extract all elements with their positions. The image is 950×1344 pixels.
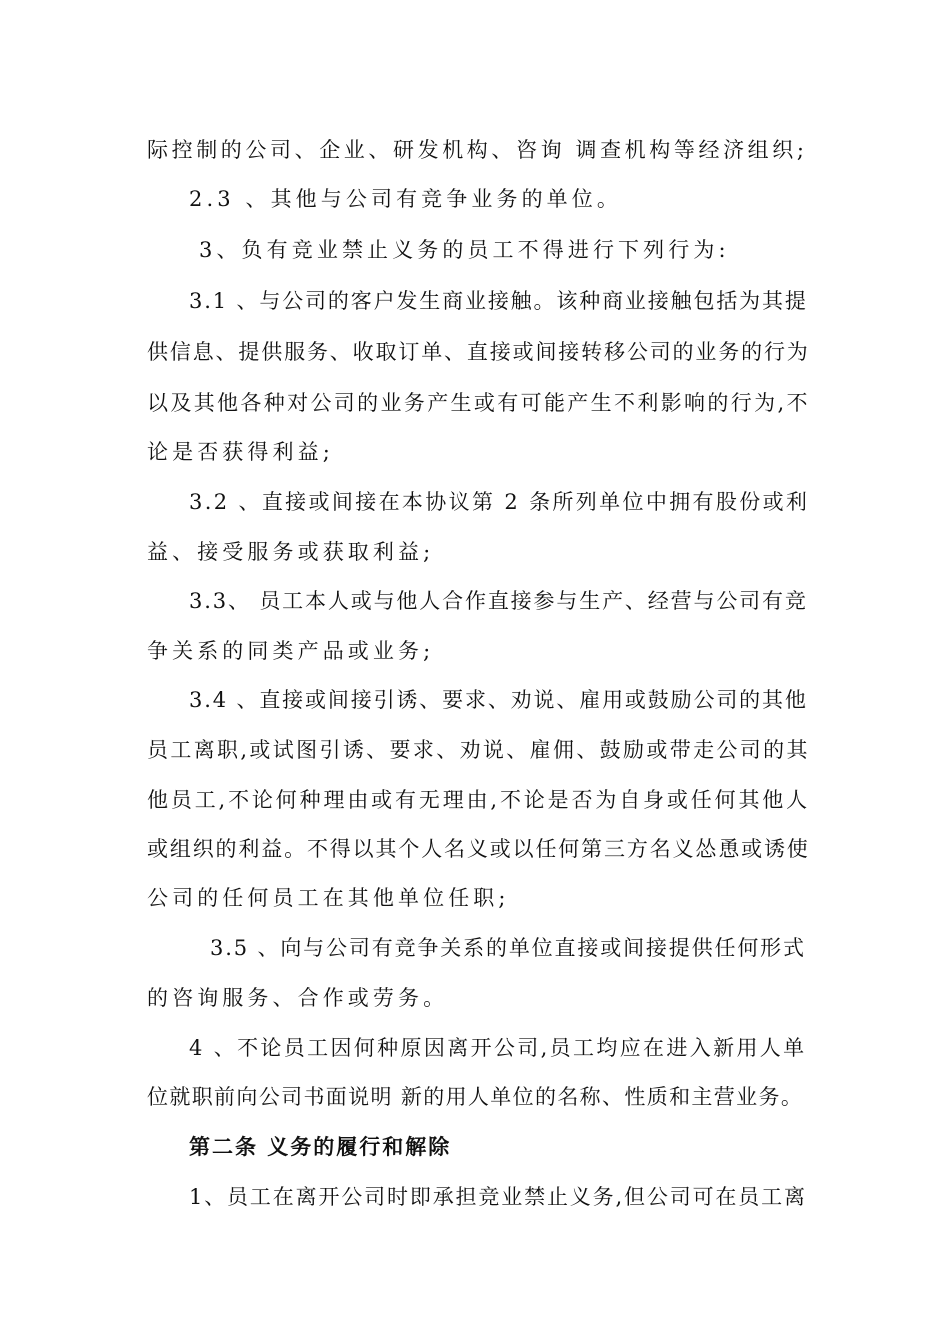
text-line: 位就职前向公司书面说明 新的用人单位的名称、性质和主营业务。 xyxy=(147,1085,804,1109)
text-line: 以及其他各种对公司的业务产生或有可能产生不利影响的行为,不 xyxy=(147,391,810,415)
text-line: 争关系的同类产品或业务; xyxy=(147,639,435,663)
text-line: 公司的任何员工在其他单位任职; xyxy=(147,886,510,910)
text-line: 际控制的公司、企业、研发机构、咨询 调查机构等经济组织; xyxy=(147,138,808,162)
text-line: 或组织的利益。不得以其个人名义或以任何第三方名义怂恿或诱使 xyxy=(147,837,810,861)
section-heading: 第二条 义务的履行和解除 xyxy=(189,1135,452,1159)
text-line: 益、接受服务或获取利益; xyxy=(147,540,435,564)
text-line: 论是否获得利益; xyxy=(147,440,334,464)
text-line: 3、负有竞业禁止义务的员工不得进行下列行为: xyxy=(199,238,730,262)
text-line: 1、员工在离开公司时即承担竞业禁止义务,但公司可在员工离 xyxy=(189,1185,807,1209)
text-line: 供信息、提供服务、收取订单、直接或间接转移公司的业务的行为 xyxy=(147,340,810,364)
text-line: 的咨询服务、合作或劳务。 xyxy=(147,986,449,1010)
text-line: 他员工,不论何种理由或有无理由,不论是否为自身或任何其他人 xyxy=(147,788,810,812)
text-line: 4 、不论员工因何种原因离开公司,员工均应在进入新用人单 xyxy=(189,1036,807,1060)
text-line: 2.3 、其他与公司有竞争业务的单位。 xyxy=(189,187,622,211)
text-line: 员工离职,或试图引诱、要求、劝说、雇佣、鼓励或带走公司的其 xyxy=(147,738,810,762)
text-line: 3.4 、直接或间接引诱、要求、劝说、雇用或鼓励公司的其他 xyxy=(189,688,808,712)
text-line: 3.1 、与公司的客户发生商业接触。该种商业接触包括为其提 xyxy=(189,289,808,313)
text-line: 3.2 、直接或间接在本协议第 2 条所列单位中拥有股份或利 xyxy=(189,490,810,514)
text-line: 3.3、 员工本人或与他人合作直接参与生产、经营与公司有竞 xyxy=(189,589,808,613)
text-line: 3.5 、向与公司有竞争关系的单位直接或间接提供任何形式 xyxy=(210,936,806,960)
